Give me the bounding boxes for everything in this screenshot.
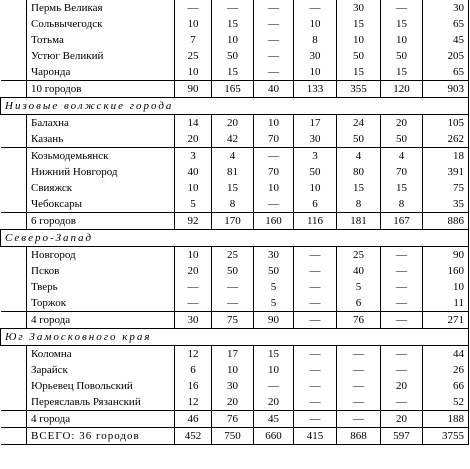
value-cell: 15 bbox=[254, 346, 294, 363]
value-cell: 30 bbox=[254, 247, 294, 264]
value-cell: 50 bbox=[337, 48, 381, 64]
value-cell: 15 bbox=[381, 64, 423, 81]
indent-cell bbox=[1, 64, 27, 81]
value-cell: 15 bbox=[381, 16, 423, 32]
value-cell: — bbox=[175, 279, 212, 295]
city-name-cell: 4 города bbox=[27, 411, 175, 428]
value-cell: — bbox=[381, 394, 423, 411]
value-cell: 20 bbox=[381, 411, 423, 428]
indent-cell bbox=[1, 295, 27, 312]
value-cell: 25 bbox=[337, 247, 381, 264]
value-cell: — bbox=[212, 295, 254, 312]
row-total-cell: 52 bbox=[423, 394, 469, 411]
value-cell: 6 bbox=[294, 196, 337, 213]
row-total-cell: 75 bbox=[423, 180, 469, 196]
table-row bbox=[1, 16, 469, 32]
value-cell: 868 bbox=[337, 428, 381, 445]
value-cell: 10 bbox=[254, 180, 294, 196]
value-cell: 10 bbox=[254, 362, 294, 378]
value-cell: — bbox=[381, 247, 423, 264]
indent-cell bbox=[1, 164, 27, 180]
row-total-cell: 44 bbox=[423, 346, 469, 363]
value-cell: — bbox=[381, 279, 423, 295]
value-cell: 5 bbox=[254, 279, 294, 295]
value-cell: 30 bbox=[294, 48, 337, 64]
value-cell: — bbox=[294, 295, 337, 312]
value-cell: 6 bbox=[337, 295, 381, 312]
value-cell: 167 bbox=[381, 213, 423, 230]
value-cell: 597 bbox=[381, 428, 423, 445]
subtotal-row bbox=[1, 213, 469, 230]
value-cell: 50 bbox=[294, 164, 337, 180]
table-row bbox=[1, 378, 469, 394]
row-total-cell: 391 bbox=[423, 164, 469, 180]
row-total-cell: 66 bbox=[423, 378, 469, 394]
value-cell: 25 bbox=[212, 247, 254, 264]
value-cell: 660 bbox=[254, 428, 294, 445]
value-cell: 70 bbox=[381, 164, 423, 180]
indent-cell bbox=[1, 81, 27, 98]
value-cell: 17 bbox=[212, 346, 254, 363]
value-cell: — bbox=[254, 378, 294, 394]
value-cell: — bbox=[294, 279, 337, 295]
value-cell: 170 bbox=[212, 213, 254, 230]
value-cell: 15 bbox=[212, 180, 254, 196]
row-total-cell: 188 bbox=[423, 411, 469, 428]
row-total-cell: 903 bbox=[423, 81, 469, 98]
indent-cell bbox=[1, 213, 27, 230]
value-cell: 20 bbox=[212, 115, 254, 132]
value-cell: 116 bbox=[294, 213, 337, 230]
value-cell: — bbox=[381, 263, 423, 279]
value-cell: — bbox=[212, 0, 254, 16]
value-cell: — bbox=[294, 394, 337, 411]
value-cell: 15 bbox=[337, 180, 381, 196]
value-cell: 30 bbox=[212, 378, 254, 394]
value-cell: — bbox=[254, 16, 294, 32]
row-total-cell: 105 bbox=[423, 115, 469, 132]
table-row bbox=[1, 279, 469, 295]
value-cell: 3 bbox=[294, 148, 337, 165]
city-name-cell: 10 городов bbox=[27, 81, 175, 98]
value-cell: 750 bbox=[212, 428, 254, 445]
city-name-cell: Торжок bbox=[27, 295, 175, 312]
city-name-cell: Казань bbox=[27, 131, 175, 148]
indent-cell bbox=[1, 263, 27, 279]
value-cell: 30 bbox=[337, 0, 381, 16]
value-cell: — bbox=[294, 312, 337, 329]
value-cell: 42 bbox=[212, 131, 254, 148]
value-cell: 20 bbox=[175, 263, 212, 279]
table-row bbox=[1, 362, 469, 378]
value-cell: — bbox=[294, 362, 337, 378]
city-name-cell: Чебоксары bbox=[27, 196, 175, 213]
value-cell: 15 bbox=[212, 16, 254, 32]
city-name-cell: Тотьма bbox=[27, 32, 175, 48]
row-total-cell: 11 bbox=[423, 295, 469, 312]
value-cell: 70 bbox=[254, 164, 294, 180]
city-name-cell: Коломна bbox=[27, 346, 175, 363]
value-cell: 24 bbox=[337, 115, 381, 132]
indent-cell bbox=[1, 32, 27, 48]
table-row bbox=[1, 64, 469, 81]
value-cell: — bbox=[254, 0, 294, 16]
indent-cell bbox=[1, 115, 27, 132]
value-cell: 10 bbox=[175, 180, 212, 196]
value-cell: 16 bbox=[175, 378, 212, 394]
value-cell: 50 bbox=[337, 131, 381, 148]
city-name-cell: Новгород bbox=[27, 247, 175, 264]
value-cell: 30 bbox=[175, 312, 212, 329]
value-cell: 4 bbox=[337, 148, 381, 165]
value-cell: 6 bbox=[175, 362, 212, 378]
row-total-cell: 65 bbox=[423, 16, 469, 32]
row-total-cell: 18 bbox=[423, 148, 469, 165]
value-cell: 5 bbox=[175, 196, 212, 213]
value-cell: — bbox=[254, 48, 294, 64]
row-total-cell: 271 bbox=[423, 312, 469, 329]
value-cell: 10 bbox=[212, 362, 254, 378]
value-cell: 10 bbox=[175, 64, 212, 81]
value-cell: 30 bbox=[294, 131, 337, 148]
subtotal-row bbox=[1, 81, 469, 98]
value-cell: 50 bbox=[381, 131, 423, 148]
indent-cell bbox=[1, 411, 27, 428]
city-name-cell: Переяславль Рязанский bbox=[27, 394, 175, 411]
value-cell: 80 bbox=[337, 164, 381, 180]
value-cell: — bbox=[294, 378, 337, 394]
value-cell: 20 bbox=[381, 378, 423, 394]
region-header-row bbox=[1, 98, 469, 115]
value-cell: 452 bbox=[175, 428, 212, 445]
value-cell: — bbox=[254, 196, 294, 213]
table-row bbox=[1, 131, 469, 148]
value-cell: 40 bbox=[254, 81, 294, 98]
value-cell: 8 bbox=[381, 196, 423, 213]
indent-cell bbox=[1, 394, 27, 411]
row-total-cell: 160 bbox=[423, 263, 469, 279]
value-cell: 10 bbox=[175, 247, 212, 264]
city-name-cell: Козьмодемьянск bbox=[27, 148, 175, 165]
indent-cell bbox=[1, 428, 27, 445]
city-name-cell: Свияжск bbox=[27, 180, 175, 196]
value-cell: 15 bbox=[381, 180, 423, 196]
value-cell: 160 bbox=[254, 213, 294, 230]
city-name-cell: Юрьевец Повольский bbox=[27, 378, 175, 394]
value-cell: 20 bbox=[212, 394, 254, 411]
value-cell: 14 bbox=[175, 115, 212, 132]
value-cell: 40 bbox=[175, 164, 212, 180]
value-cell: 50 bbox=[212, 48, 254, 64]
region-header-row bbox=[1, 329, 469, 346]
value-cell: 75 bbox=[212, 312, 254, 329]
value-cell: 50 bbox=[381, 48, 423, 64]
row-total-cell: 262 bbox=[423, 131, 469, 148]
indent-cell bbox=[1, 312, 27, 329]
value-cell: — bbox=[337, 394, 381, 411]
table-row bbox=[1, 164, 469, 180]
row-total-cell: 45 bbox=[423, 32, 469, 48]
city-name-cell: Сольвычегодск bbox=[27, 16, 175, 32]
value-cell: 8 bbox=[294, 32, 337, 48]
region-heading: Северо-Запад bbox=[1, 230, 469, 247]
city-name-cell: Балахна bbox=[27, 115, 175, 132]
value-cell: — bbox=[381, 0, 423, 16]
value-cell: 17 bbox=[294, 115, 337, 132]
indent-cell bbox=[1, 180, 27, 196]
value-cell: 8 bbox=[212, 196, 254, 213]
value-cell: 133 bbox=[294, 81, 337, 98]
value-cell: 92 bbox=[175, 213, 212, 230]
indent-cell bbox=[1, 346, 27, 363]
indent-cell bbox=[1, 362, 27, 378]
value-cell: 15 bbox=[212, 64, 254, 81]
value-cell: 10 bbox=[212, 32, 254, 48]
value-cell: 45 bbox=[254, 411, 294, 428]
value-cell: 355 bbox=[337, 81, 381, 98]
value-cell: 50 bbox=[254, 263, 294, 279]
value-cell: — bbox=[175, 0, 212, 16]
value-cell: 90 bbox=[254, 312, 294, 329]
subtotal-row bbox=[1, 411, 469, 428]
indent-cell bbox=[1, 16, 27, 32]
value-cell: — bbox=[381, 362, 423, 378]
row-total-cell: 90 bbox=[423, 247, 469, 264]
value-cell: 12 bbox=[175, 394, 212, 411]
indent-cell bbox=[1, 196, 27, 213]
table-row bbox=[1, 148, 469, 165]
value-cell: 20 bbox=[254, 394, 294, 411]
city-name-cell: Пермь Великая bbox=[27, 0, 175, 16]
row-total-cell: 26 bbox=[423, 362, 469, 378]
city-name-cell: Нижний Новгород bbox=[27, 164, 175, 180]
value-cell: 5 bbox=[337, 279, 381, 295]
value-cell: — bbox=[212, 279, 254, 295]
indent-cell bbox=[1, 148, 27, 165]
indent-cell bbox=[1, 131, 27, 148]
value-cell: 76 bbox=[337, 312, 381, 329]
city-name-cell: ВСЕГО: 36 городов bbox=[27, 428, 175, 445]
city-name-cell: Зарайск bbox=[27, 362, 175, 378]
value-cell: 76 bbox=[212, 411, 254, 428]
value-cell: 10 bbox=[337, 32, 381, 48]
table-row bbox=[1, 346, 469, 363]
value-cell: 4 bbox=[212, 148, 254, 165]
table-row bbox=[1, 247, 469, 264]
indent-cell bbox=[1, 48, 27, 64]
value-cell: 10 bbox=[294, 180, 337, 196]
row-total-cell: 10 bbox=[423, 279, 469, 295]
value-cell: 90 bbox=[175, 81, 212, 98]
row-total-cell: 35 bbox=[423, 196, 469, 213]
indent-cell bbox=[1, 247, 27, 264]
table-row bbox=[1, 48, 469, 64]
value-cell: 70 bbox=[254, 131, 294, 148]
indent-cell bbox=[1, 378, 27, 394]
value-cell: 25 bbox=[175, 48, 212, 64]
value-cell: 15 bbox=[337, 64, 381, 81]
region-header-row bbox=[1, 230, 469, 247]
value-cell: — bbox=[381, 346, 423, 363]
value-cell: — bbox=[337, 411, 381, 428]
value-cell: — bbox=[381, 312, 423, 329]
value-cell: 81 bbox=[212, 164, 254, 180]
value-cell: 46 bbox=[175, 411, 212, 428]
row-total-cell: 30 bbox=[423, 0, 469, 16]
value-cell: 8 bbox=[337, 196, 381, 213]
city-name-cell: 4 города bbox=[27, 312, 175, 329]
city-name-cell: 6 городов bbox=[27, 213, 175, 230]
value-cell: — bbox=[381, 295, 423, 312]
city-name-cell: Тверь bbox=[27, 279, 175, 295]
city-name-cell: Псков bbox=[27, 263, 175, 279]
value-cell: 20 bbox=[381, 115, 423, 132]
value-cell: 40 bbox=[337, 263, 381, 279]
row-total-cell: 205 bbox=[423, 48, 469, 64]
row-total-cell: 65 bbox=[423, 64, 469, 81]
value-cell: — bbox=[337, 346, 381, 363]
value-cell: — bbox=[254, 32, 294, 48]
value-cell: — bbox=[294, 346, 337, 363]
value-cell: 120 bbox=[381, 81, 423, 98]
table-row bbox=[1, 196, 469, 213]
grand-total-row bbox=[1, 428, 469, 445]
row-total-cell: 3755 bbox=[423, 428, 469, 445]
value-cell: 5 bbox=[254, 295, 294, 312]
table-row bbox=[1, 0, 469, 16]
indent-cell bbox=[1, 279, 27, 295]
value-cell: 12 bbox=[175, 346, 212, 363]
table-row bbox=[1, 394, 469, 411]
table-row bbox=[1, 295, 469, 312]
value-cell: 10 bbox=[254, 115, 294, 132]
row-total-cell: 886 bbox=[423, 213, 469, 230]
value-cell: — bbox=[337, 378, 381, 394]
value-cell: 7 bbox=[175, 32, 212, 48]
value-cell: — bbox=[337, 362, 381, 378]
value-cell: 3 bbox=[175, 148, 212, 165]
table-row bbox=[1, 263, 469, 279]
value-cell: — bbox=[175, 295, 212, 312]
value-cell: — bbox=[294, 411, 337, 428]
table-row bbox=[1, 180, 469, 196]
table-body bbox=[1, 0, 469, 445]
table-row bbox=[1, 115, 469, 132]
value-cell: — bbox=[294, 263, 337, 279]
subtotal-row bbox=[1, 312, 469, 329]
value-cell: 15 bbox=[337, 16, 381, 32]
value-cell: 165 bbox=[212, 81, 254, 98]
value-cell: — bbox=[294, 0, 337, 16]
city-name-cell: Устюг Великий bbox=[27, 48, 175, 64]
value-cell: — bbox=[294, 247, 337, 264]
value-cell: — bbox=[254, 148, 294, 165]
table-row bbox=[1, 32, 469, 48]
city-name-cell: Чарoнда bbox=[27, 64, 175, 81]
value-cell: 181 bbox=[337, 213, 381, 230]
value-cell: 10 bbox=[294, 64, 337, 81]
value-cell: 20 bbox=[175, 131, 212, 148]
region-heading: Низовые волжские города bbox=[1, 98, 469, 115]
value-cell: 10 bbox=[294, 16, 337, 32]
region-heading: Юг Замосковного края bbox=[1, 329, 469, 346]
value-cell: 10 bbox=[381, 32, 423, 48]
value-cell: 415 bbox=[294, 428, 337, 445]
indent-cell bbox=[1, 0, 27, 16]
value-cell: — bbox=[254, 64, 294, 81]
value-cell: 50 bbox=[212, 263, 254, 279]
value-cell: 10 bbox=[175, 16, 212, 32]
value-cell: 4 bbox=[381, 148, 423, 165]
